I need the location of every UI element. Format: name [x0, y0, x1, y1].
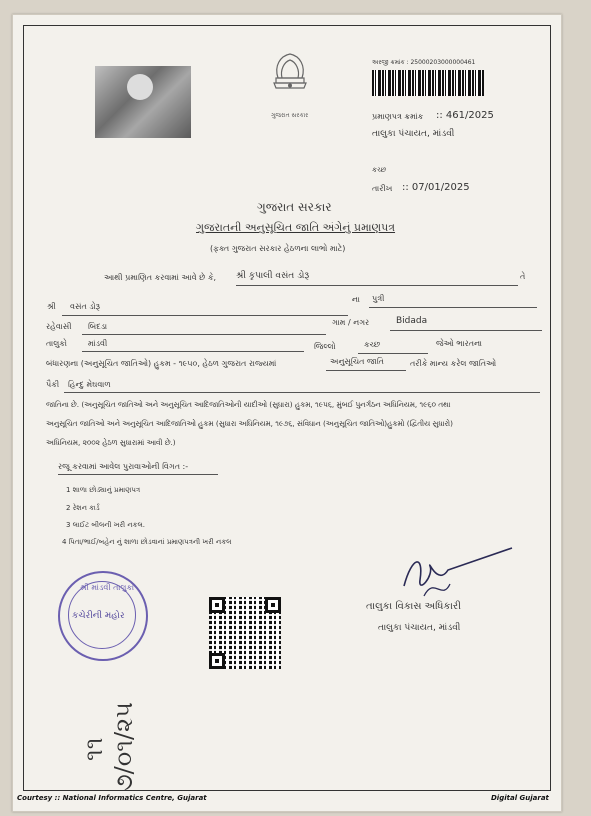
courtesy-footer: Courtesy :: National Informatics Centre, Gujarat	[17, 794, 207, 802]
date-label: તારીખ	[372, 184, 393, 193]
barcode-icon	[372, 70, 484, 96]
taluka-label: તાલુકો	[46, 339, 67, 348]
district-value: કચ્છ	[364, 340, 381, 349]
relation-label: ના	[352, 295, 360, 304]
handwritten-number: ૧૧	[80, 737, 108, 761]
relation-prefix: શ્રી	[47, 302, 56, 311]
emblem-caption: ગુજરાત સરકાર	[271, 112, 309, 119]
applicant-name: શ્રી કૃપાલી વસંત ડોરૂ	[236, 271, 310, 281]
relation-value: પુત્રી	[372, 294, 385, 303]
father-name: વસંત ડોરૂ	[70, 302, 100, 311]
seal-ring-text: શ્રી માંડવી તાલુકા	[80, 583, 135, 592]
resident-label: રહેવાસી	[46, 322, 72, 331]
certificate-sheet	[12, 14, 562, 812]
evidence-item: 4 પિતા/ભાઈ/બહેન નું શાળા છોડવાનાં પ્રમાણપત્રની ખરી નકલ	[62, 538, 232, 546]
application-number: અરજી ક્રમાંક : 25000203000000461	[372, 59, 476, 66]
caste-prefix: પૈકી	[46, 380, 60, 389]
applicant-photo	[95, 66, 191, 138]
signature-icon	[394, 546, 514, 606]
caste-category: અનુસૂચિત જાતિ	[330, 357, 384, 366]
village-value: Bidada	[396, 316, 428, 326]
office-seal	[58, 571, 148, 661]
evidence-heading: રજૂ કરવામાં આવેલ પુરાવાઓની વિગત :-	[58, 462, 189, 471]
para-line-3: અધિનિયમ, ૨૦૦૨ હેઠળ સુધારામાં આવી છે.)	[46, 438, 176, 447]
signatory-office: તાલુકા પંચાયત, માંડવી	[378, 623, 461, 633]
evidence-item: 1 શાળા છોડ્યાનું પ્રમાણપત્ર	[66, 486, 141, 494]
evidence-item: 3 લાઈટ બીલની ખરી નકલ.	[66, 521, 146, 529]
name-suffix: તે	[520, 272, 526, 281]
district-line: કચ્છ	[372, 166, 387, 174]
certificate-subtitle: (ફક્ત ગુજરાત સરકાર હેઠળના લાભો માટે)	[210, 244, 346, 253]
intro-text: આથી પ્રમાણિત કરવામાં આવે છે કે,	[104, 273, 217, 282]
state-emblem-icon	[262, 48, 318, 110]
date-value: :: 07/01/2025	[402, 182, 470, 193]
office-line: તાલુકા પંચાયત, માંડવી	[372, 129, 455, 139]
govt-title: ગુજરાત સરકાર	[257, 200, 332, 214]
taluka-value: માંડવી	[88, 339, 108, 348]
brand-footer: Digital Gujarat	[491, 794, 549, 802]
certificate-title: ગુજરાતની અનુસૂચિત જાતિ અંગેનું પ્રમાણપત્ર	[196, 221, 396, 234]
certificate-border	[23, 25, 551, 791]
cert-no-value: :: 461/2025	[436, 110, 494, 121]
seal-center-text: કચેરીની મહોર	[72, 611, 125, 621]
cert-no-label: પ્રમાણપત્ર ક્રમાંક	[372, 112, 424, 121]
caste-value: હિન્દુ મેઘવાળ	[68, 380, 111, 389]
para-line-2: અનુસૂચિત જાતિઓ અને અનુસૂચિત આદિજાતિઓ હુકમ (સુધારા અધિનિયમ, ૧૯૭૬, સંવિધાન (અનુસૂચિત જાતિઓ)હુકમો (દ્વિતીય સુધારો)	[46, 419, 453, 428]
signatory-title: તાલુકા વિકાસ અધિકારી	[366, 601, 461, 612]
state-label: જેઓ ભારતના	[436, 339, 483, 348]
recognized-text: તરીકે માન્ય કરેલ જાતિઓ	[410, 359, 497, 368]
para-line-1: જાતિના છે. (અનુસૂચિત જાતિઓ અને અનુસૂચિત આદિજાતિઓની યાદીઓ (સુધારા) હુકમ, ૧૯૫૬, મુંબઈ પુનર્ગઠન અધિનિયમ, ૧૯૬૦ તથા	[46, 400, 451, 409]
district-label: જિલ્લો	[314, 342, 336, 351]
constitution-line: બંધારણના (અનુસૂચિત જાતિઓ) હુકમ - ૧૯૫૦, હેઠળ ગુજરાત રાજ્યમાં	[46, 359, 277, 368]
evidence-item: 2 રેશન કાર્ડ	[66, 504, 100, 512]
village-label: ગામ / નગર	[332, 318, 370, 327]
handwritten-date: ૭/૦૧/૨૫	[110, 702, 138, 791]
resident-value: બિદડા	[88, 322, 108, 331]
qr-code-icon	[209, 597, 281, 669]
